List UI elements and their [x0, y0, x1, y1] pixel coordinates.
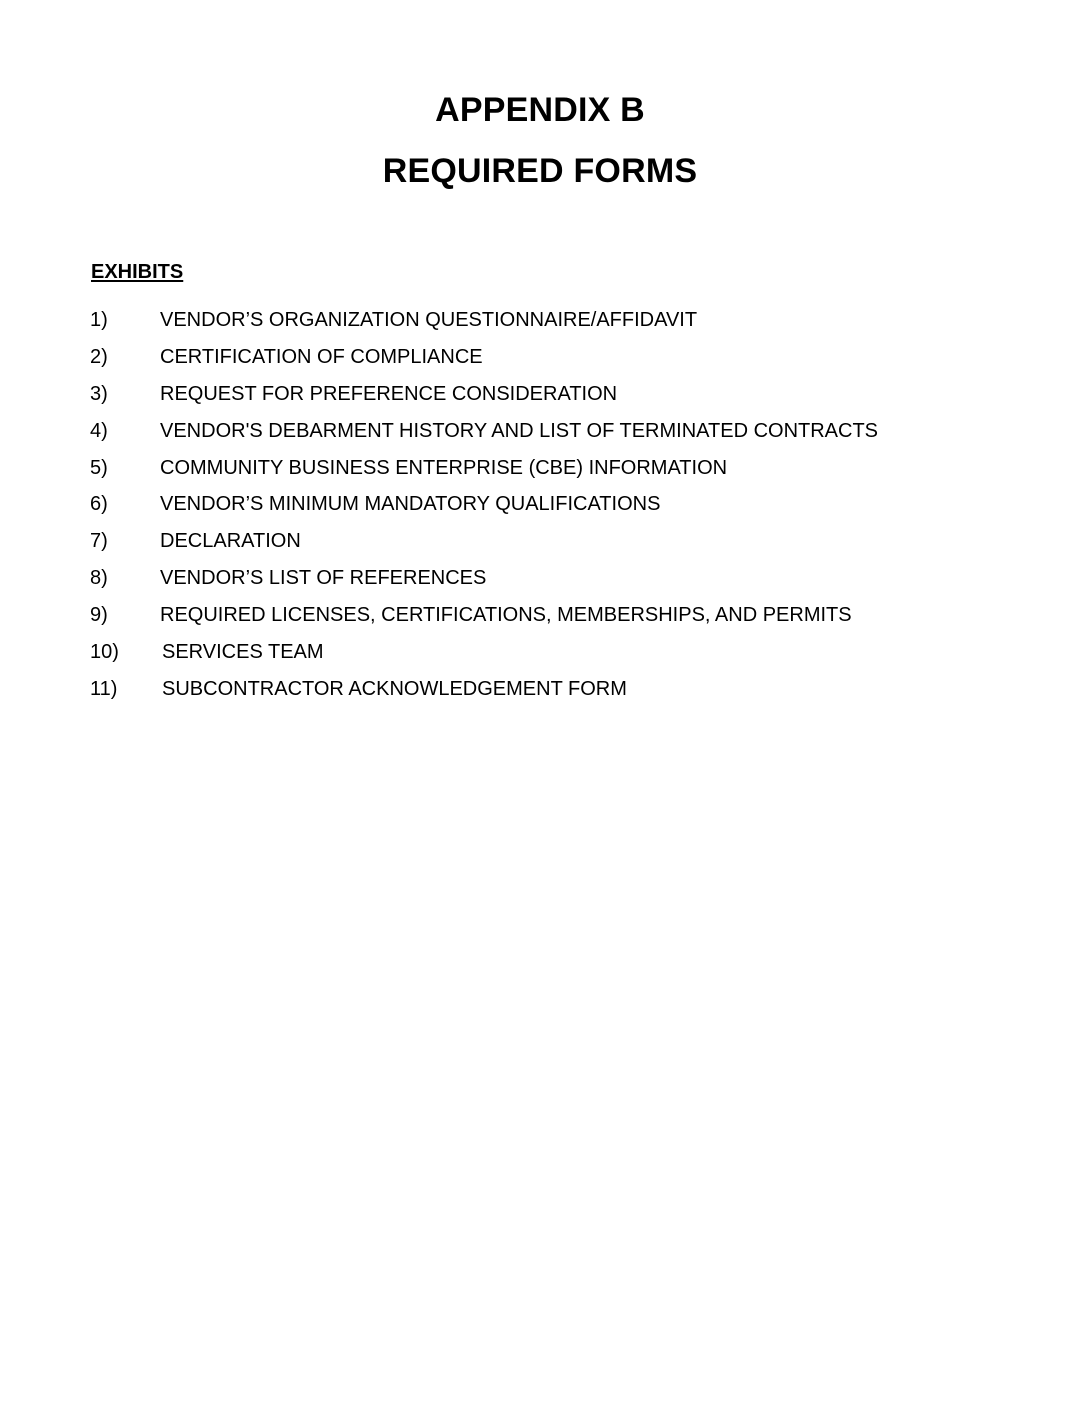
exhibit-label: VENDOR’S LIST OF REFERENCES — [160, 567, 487, 590]
exhibit-label: SERVICES TEAM — [162, 641, 324, 664]
exhibit-label: VENDOR'S DEBARMENT HISTORY AND LIST OF TERMINATED CONTRACTS — [160, 419, 879, 442]
exhibit-number: 8) — [90, 567, 108, 590]
exhibit-number: 1) — [90, 309, 108, 331]
exhibit-number: 11) — [90, 677, 118, 700]
exhibit-number: 4) — [90, 419, 108, 442]
required-forms-title: REQUIRED FORMS — [382, 152, 698, 190]
exhibit-label: CERTIFICATION OF COMPLIANCE — [160, 345, 483, 368]
exhibit-number: 9) — [90, 604, 108, 627]
exhibit-label: COMMUNITY BUSINESS ENTERPRISE (CBE) INFORMATION — [160, 456, 728, 479]
exhibit-label: VENDOR’S MINIMUM MANDATORY QUALIFICATIONS — [160, 493, 661, 516]
exhibit-label: REQUEST FOR PREFERENCE CONSIDERATION — [160, 382, 618, 405]
exhibit-number: 3) — [90, 382, 108, 405]
exhibit-number: 5) — [90, 456, 108, 479]
exhibit-label: DECLARATION — [160, 530, 301, 553]
exhibits-heading: EXHIBITS — [91, 261, 184, 283]
exhibit-number: 2) — [90, 345, 108, 368]
exhibit-number: 7) — [90, 530, 108, 553]
exhibit-label: SUBCONTRACTOR ACKNOWLEDGEMENT FORM — [162, 677, 627, 700]
exhibit-label: VENDOR’S ORGANIZATION QUESTIONNAIRE/AFFIDAVIT — [160, 309, 698, 331]
exhibit-number: 10) — [90, 641, 119, 664]
appendix-title: APPENDIX B — [435, 91, 645, 129]
exhibit-number: 6) — [90, 493, 108, 516]
exhibit-label: REQUIRED LICENSES, CERTIFICATIONS, MEMBERSHIPS, AND PERMITS — [160, 604, 852, 627]
